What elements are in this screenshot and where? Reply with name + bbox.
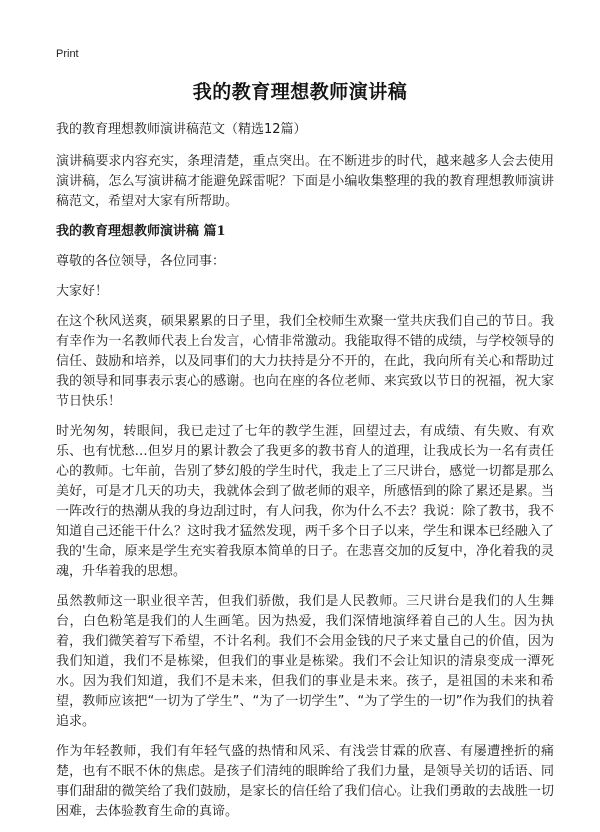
hello-line: 大家好！ [56,284,109,299]
page-title: 我的教育理想教师演讲稿 [192,81,408,103]
print-link[interactable]: Print [56,48,79,60]
article-subtitle: 我的教育理想教师演讲稿范文（精选12篇） [56,122,307,137]
section-heading: 我的教育理想教师演讲稿 篇1 [56,224,226,239]
article-body [56,120,554,832]
greeting-line: 尊敬的各位领导，各位同事： [56,254,226,269]
intro-paragraph: 演讲稿要求内容充实，条理清楚，重点突出。在不断进步的时代，越来越多人会去使用演讲稿，怎么写演讲稿才能避免踩雷呢？下面是小编收集整理的我的教育理想教师演讲稿范文，希望对大家有所帮助。 [56,154,554,209]
body-paragraph: 时光匆匆，转眼间，我已走过了七年的教学生涯，回望过去，有成绩、有失败、有欢乐、也有忧愁…但岁月的累计教会了我更多的教书育人的道理，让我成长为一名有责任心的教师。七年前，告别了梦幻般的学生时代，我走上了三尺讲台，感觉一切都是那么美好，可是才几天的功夫，我就体会到了做老师的艰辛，所感悟到的除了累还是累。当一阵改行的热潮从我的身边刮过时，有人问我，你为什么不去？我说：除了教书，我不知道自己还能干什么？这时我才猛然发现，两千多个日子以来，学生和课本已经融入了我的'生命，原来是学生充实着我原本简单的日子。在悲喜交加的反复中，净化着我的灵魂，升华着我的思想。 [56,424,554,579]
body-paragraph: 虽然教师这一职业很辛苦，但我们骄傲，我们是人民教师。三尺讲台是我们的人生舞台，白色粉笔是我们的人生画笔。因为热爱，我们深情地演绎着自己的人生。因为执着，我们微笑着写下希望，不计名利。我们不会用金钱的尺子来丈量自己的价值，因为我们知道，我们不是栋梁，但我们的事业是栋梁。我们不会让知识的清泉变成一潭死水。因为我们知道，我们不是未来，但我们的事业是未来。孩子，是祖国的未来和希望，教师应该把“一切为了学生”、“为了一切学生”、“为了学生的一切”作为我们的执着追求。 [56,594,554,729]
body-paragraph: 作为年轻教师，我们有年轻气盛的热情和风采、有浅尝甘霖的欣喜、有屡遭挫折的痛楚，也有不眠不休的焦虑。是孩子们清纯的眼眸给了我们力量，是领导关切的话语、同事们甜甜的微笑给了我们鼓励，是家长的信任给了我们信心。让我们勇敢的去战胜一切困难，去体验教育生命的真谛。 [56,744,554,819]
body-paragraph: 在这个秋风送爽，硕果累累的日子里，我们全校师生欢聚一堂共庆我们自己的节日。我有幸作为一名教师代表上台发言，心情非常激动。我能取得不错的成绩，与学校领导的信任、鼓励和培养，以及同事们的大力扶持是分不开的，在此，我向所有关心和帮助过我的领导和同事表示衷心的感谢。也向在座的各位老师、来宾致以节日的祝福，祝大家节日快乐！ [56,314,554,409]
